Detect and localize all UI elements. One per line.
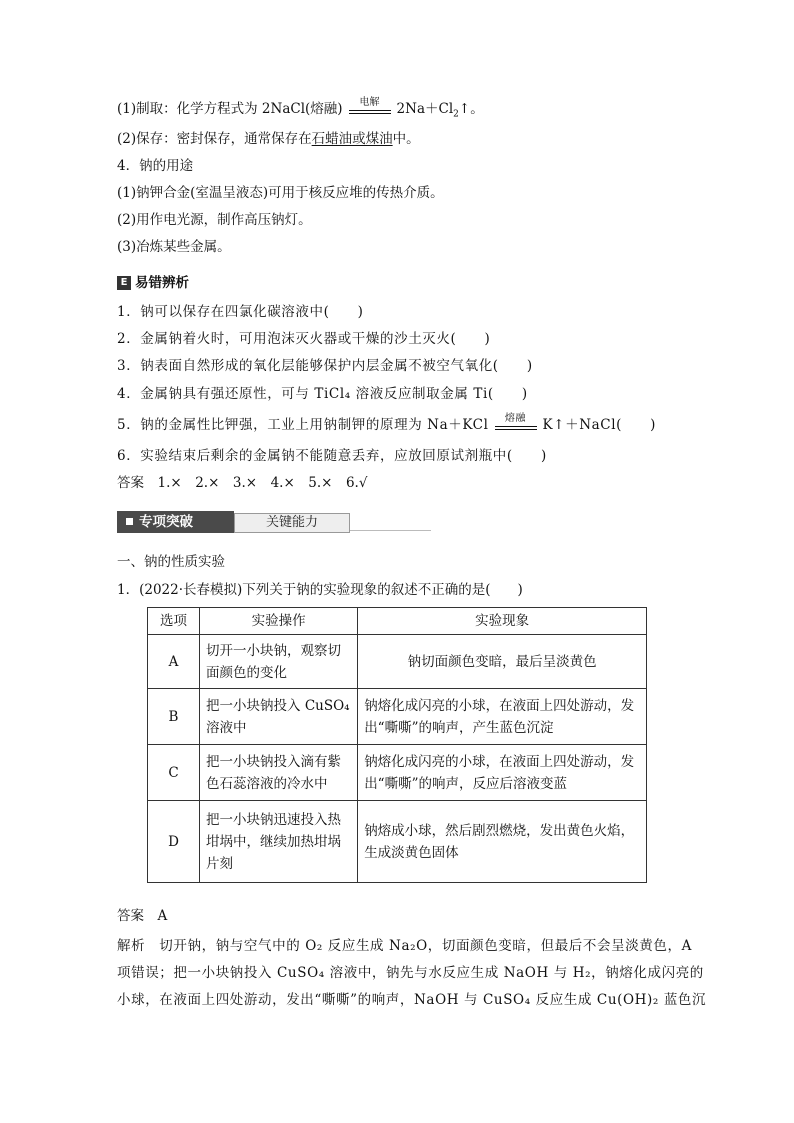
uses-item-3: (3)冶炼某些金属。	[117, 239, 231, 255]
uses-item-1: (1)钠钾合金(室温呈液态)可用于核反应堆的传热介质。	[117, 185, 444, 201]
banner-dark	[117, 511, 234, 533]
uses-item-2: (2)用作电光源，制作高压钠灯。	[117, 212, 312, 228]
errors-heading	[117, 274, 189, 292]
production-arrow: ↑。	[458, 101, 484, 117]
row-operation: 把一小块钠迅速投入热坩埚中，继续加热坩埚片刻	[200, 801, 358, 883]
production-line	[117, 96, 484, 124]
experiment-table	[147, 607, 647, 883]
storage-prefix: (2)保存：密封保存，通常保存在	[117, 131, 312, 147]
production-subscript: 2	[453, 109, 459, 120]
header-option: 选项	[148, 608, 200, 635]
row-option: A	[148, 635, 200, 689]
table-row	[148, 801, 647, 883]
table-header-row	[148, 608, 647, 635]
error-item-4: 4．金属钠具有强还原性，可与 TiCl₄ 溶液反应制取金属 Ti( )	[117, 386, 528, 402]
header-phenomenon: 实验现象	[358, 608, 647, 635]
reaction-condition: 电解	[359, 96, 380, 108]
errors-answer: 答案 1.× 2.× 3.× 4.× 5.× 6.√	[117, 475, 368, 491]
row-option: B	[148, 689, 200, 745]
row-operation: 把一小块钠投入 CuSO₄ 溶液中	[200, 689, 358, 745]
analysis-line-1: 解析 切开钠，钠与空气中的 O₂ 反应生成 Na₂O，切面颜色变暗，但最后不会呈淡黄色，A	[117, 938, 692, 954]
square-icon	[126, 518, 133, 525]
row-phenomenon: 钠熔化成闪亮的小球，在液面上四处游动，发出“嘶嘶”的响声，产生蓝色沉淀	[358, 689, 647, 745]
reaction-arrow-2	[495, 412, 537, 435]
storage-underlined: 石蜡油或煤油	[311, 131, 393, 147]
table-row	[148, 635, 647, 689]
error-item-3: 3．钠表面自然形成的氧化层能够保护内层金属不被空气氧化( )	[117, 358, 533, 374]
production-prefix: (1)制取：化学方程式为 2NaCl(熔融)	[117, 101, 343, 117]
answer: 答案 A	[117, 908, 168, 924]
error-item-6: 6．实验结束后剩余的金属钠不能随意丢弃，应放回原试剂瓶中( )	[117, 448, 547, 464]
banner-rule	[350, 530, 431, 531]
row-operation: 切开一小块钠，观察切面颜色的变化	[200, 635, 358, 689]
errors-title: 易错辨析	[135, 275, 189, 291]
storage-line	[117, 130, 420, 148]
analysis-line-3: 小球，在液面上四处游动，发出“嘶嘶”的响声，NaOH 与 CuSO₄ 反应生成 Cu(OH)₂ 蓝色沉	[117, 992, 707, 1008]
table-row	[148, 745, 647, 801]
row-phenomenon: 钠切面颜色变暗，最后呈淡黄色	[358, 635, 647, 689]
question-text: 1．(2022·长春模拟)下列关于钠的实验现象的叙述不正确的是( )	[117, 582, 523, 598]
errors-tag-icon: E	[117, 276, 131, 290]
row-option: D	[148, 801, 200, 883]
uses-heading: 4．钠的用途	[117, 158, 194, 174]
error-item-5	[117, 412, 657, 435]
error-item-2: 2．金属钠着火时，可用泡沫灭火器或干燥的沙土灭火( )	[117, 331, 491, 347]
production-suffix: 2Na＋Cl	[396, 101, 454, 117]
storage-suffix: 中。	[392, 131, 420, 147]
section-banner	[117, 511, 431, 533]
header-operation: 实验操作	[200, 608, 358, 635]
error-item-5-prefix: 5．钠的金属性比钾强，工业上用钠制钾的原理为 Na＋KCl	[117, 417, 489, 433]
section-title: 一、钠的性质实验	[117, 554, 225, 570]
error-item-5-suffix: K↑＋NaCl( )	[542, 417, 657, 433]
banner-right-label: 关键能力	[234, 513, 350, 533]
row-option: C	[148, 745, 200, 801]
reaction-arrow	[349, 96, 391, 119]
banner-left-label: 专项突破	[139, 514, 193, 530]
row-phenomenon: 钠熔成小球，然后剧烈燃烧，发出黄色火焰，生成淡黄色固体	[358, 801, 647, 883]
reaction-condition-2: 熔融	[504, 412, 527, 424]
error-item-1: 1．钠可以保存在四氯化碳溶液中( )	[117, 304, 364, 320]
analysis-line-2: 项错误；把一小块钠投入 CuSO₄ 溶液中，钠先与水反应生成 NaOH 与 H₂，钠熔化成闪亮的	[117, 965, 704, 981]
row-phenomenon: 钠熔化成闪亮的小球，在液面上四处游动，发出“嘶嘶”的响声，反应后溶液变蓝	[358, 745, 647, 801]
table-row	[148, 689, 647, 745]
row-operation: 把一小块钠投入滴有紫色石蕊溶液的冷水中	[200, 745, 358, 801]
